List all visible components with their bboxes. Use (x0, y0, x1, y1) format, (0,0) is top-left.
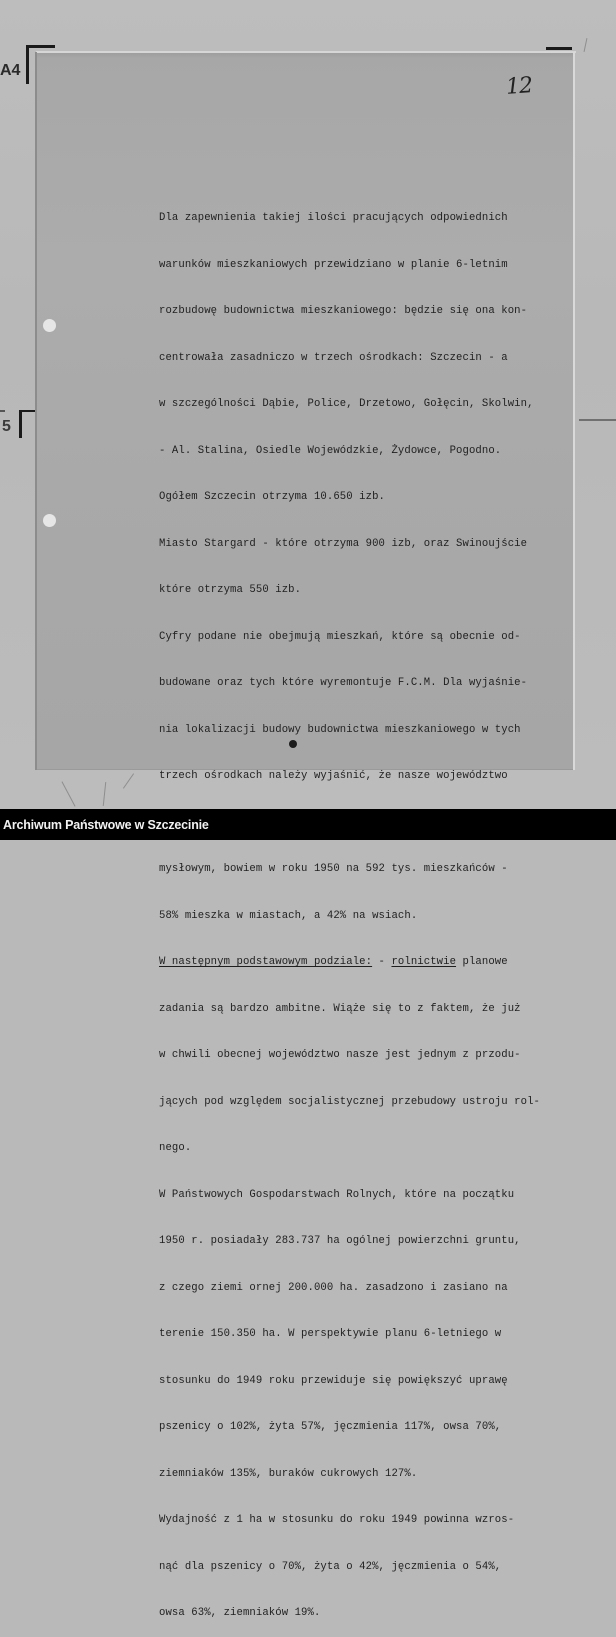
punch-hole (43, 319, 56, 332)
text-line: Miasto Stargard - które otrzyma 900 izb, oraz Swinoujście (159, 537, 528, 550)
text-line: nąć dla pszenicy o 70%, żyta o 42%, jęczmienia o 54%, (159, 1560, 502, 1573)
section-heading: W następnym podstawowym podziale: (159, 956, 373, 968)
text-line: z czego ziemi ornej 200.000 ha. zasadzono i zasiano na (159, 1281, 508, 1294)
scratch-mark (61, 781, 75, 806)
text-line: 1950 r. posiadały 283.737 ha ogólnej powierzchni gruntu, (159, 1235, 521, 1247)
text-line: które otrzyma 550 izb. (159, 584, 302, 596)
text-line: Cyfry podane nie obejmują mieszkań, które są obecnie od- (159, 630, 521, 643)
text-line: owsa 63%, ziemniaków 19%. (159, 1607, 321, 1619)
text-line: trzech ośrodkach należy wyjaśnić, że nasze województwo (159, 770, 508, 782)
crop-mark-top-right (546, 47, 572, 50)
page-edge-left (35, 52, 37, 770)
text-line: budowane oraz tych które wyremontuje F.C.M. Dla wyjaśnie- (159, 677, 528, 689)
punch-hole (43, 514, 56, 527)
text-line: nego. (159, 1142, 192, 1154)
text-line: Ogółem Szczecin otrzyma 10.650 izb. (159, 491, 386, 503)
crop-mark-mid-right (579, 419, 616, 445)
text-line: Wydajność z 1 ha w stosunku do roku 1949 powinna wzros- (159, 1514, 515, 1526)
text-line: rozbudowę budownictwa mieszkaniowego: będzie się ona kon- (159, 305, 528, 317)
section-keyword: rolnictwie (391, 956, 457, 968)
text-segment: planowe (456, 956, 508, 968)
text-segment: - (372, 956, 392, 968)
text-line: terenie 150.350 ha. W perspektywie planu 6-letniego w (159, 1328, 502, 1340)
typewritten-body (159, 180, 549, 1637)
margin-mark-5: 5 (2, 418, 11, 435)
page-edge-right (573, 52, 575, 770)
text-line: ziemniaków 135%, buraków cukrowych 127%. (159, 1467, 418, 1480)
text-line: Dla zapewnienia takiej ilości pracujących odpowiednich (159, 212, 508, 224)
text-line: mysłowym, bowiem w roku 1950 na 592 tys. mieszkańców - (159, 863, 508, 875)
text-line: nia lokalizacji budowy budownictwa mieszkaniowego w tych (159, 723, 521, 736)
text-line: jących pod względem socjalistycznej przebudowy ustroju rol- (159, 1095, 540, 1108)
text-line: W Państwowych Gospodarstwach Rolnych, które na początku (159, 1188, 515, 1201)
text-line: stosunku do 1949 roku przewiduje się powiększyć uprawę (159, 1374, 508, 1387)
text-line: - Al. Stalina, Osiedle Wojewódzkie, Żydowce, Pogodno. (159, 444, 502, 457)
scratch-mark (123, 773, 134, 788)
scratch-mark (584, 38, 588, 52)
text-line: w chwili obecnej województwo nasze jest jednym z przodu- (159, 1049, 521, 1061)
handwritten-page-number: 12 (505, 73, 533, 100)
scratch-mark (103, 782, 107, 806)
text-line: centrowała zasadniczo w trzech ośrodkach: Szczecin - a (159, 351, 508, 364)
page-edge-top (36, 51, 576, 53)
crop-mark-mid-left (19, 410, 36, 438)
text-line: warunków mieszkaniowych przewidziano w planie 6-letnim (159, 258, 508, 271)
text-line: zadania są bardzo ambitne. Wiąże się to z faktem, że już (159, 1002, 521, 1015)
margin-mark-a4: A4 (0, 62, 21, 79)
text-line-section-heading (159, 955, 549, 971)
text-line: 58% mieszka w miastach, a 42% na wsiach. (159, 909, 418, 922)
archive-footer-bar (0, 809, 616, 840)
margin-tick (0, 410, 5, 412)
text-line: w szczególności Dąbie, Police, Drzetowo, Gołęcin, Skolwin, (159, 398, 534, 410)
archive-name: Archiwum Państwowe w Szczecinie (3, 818, 209, 832)
text-line: pszenicy o 102%, żyta 57%, jęczmienia 117%, owsa 70%, (159, 1421, 502, 1433)
